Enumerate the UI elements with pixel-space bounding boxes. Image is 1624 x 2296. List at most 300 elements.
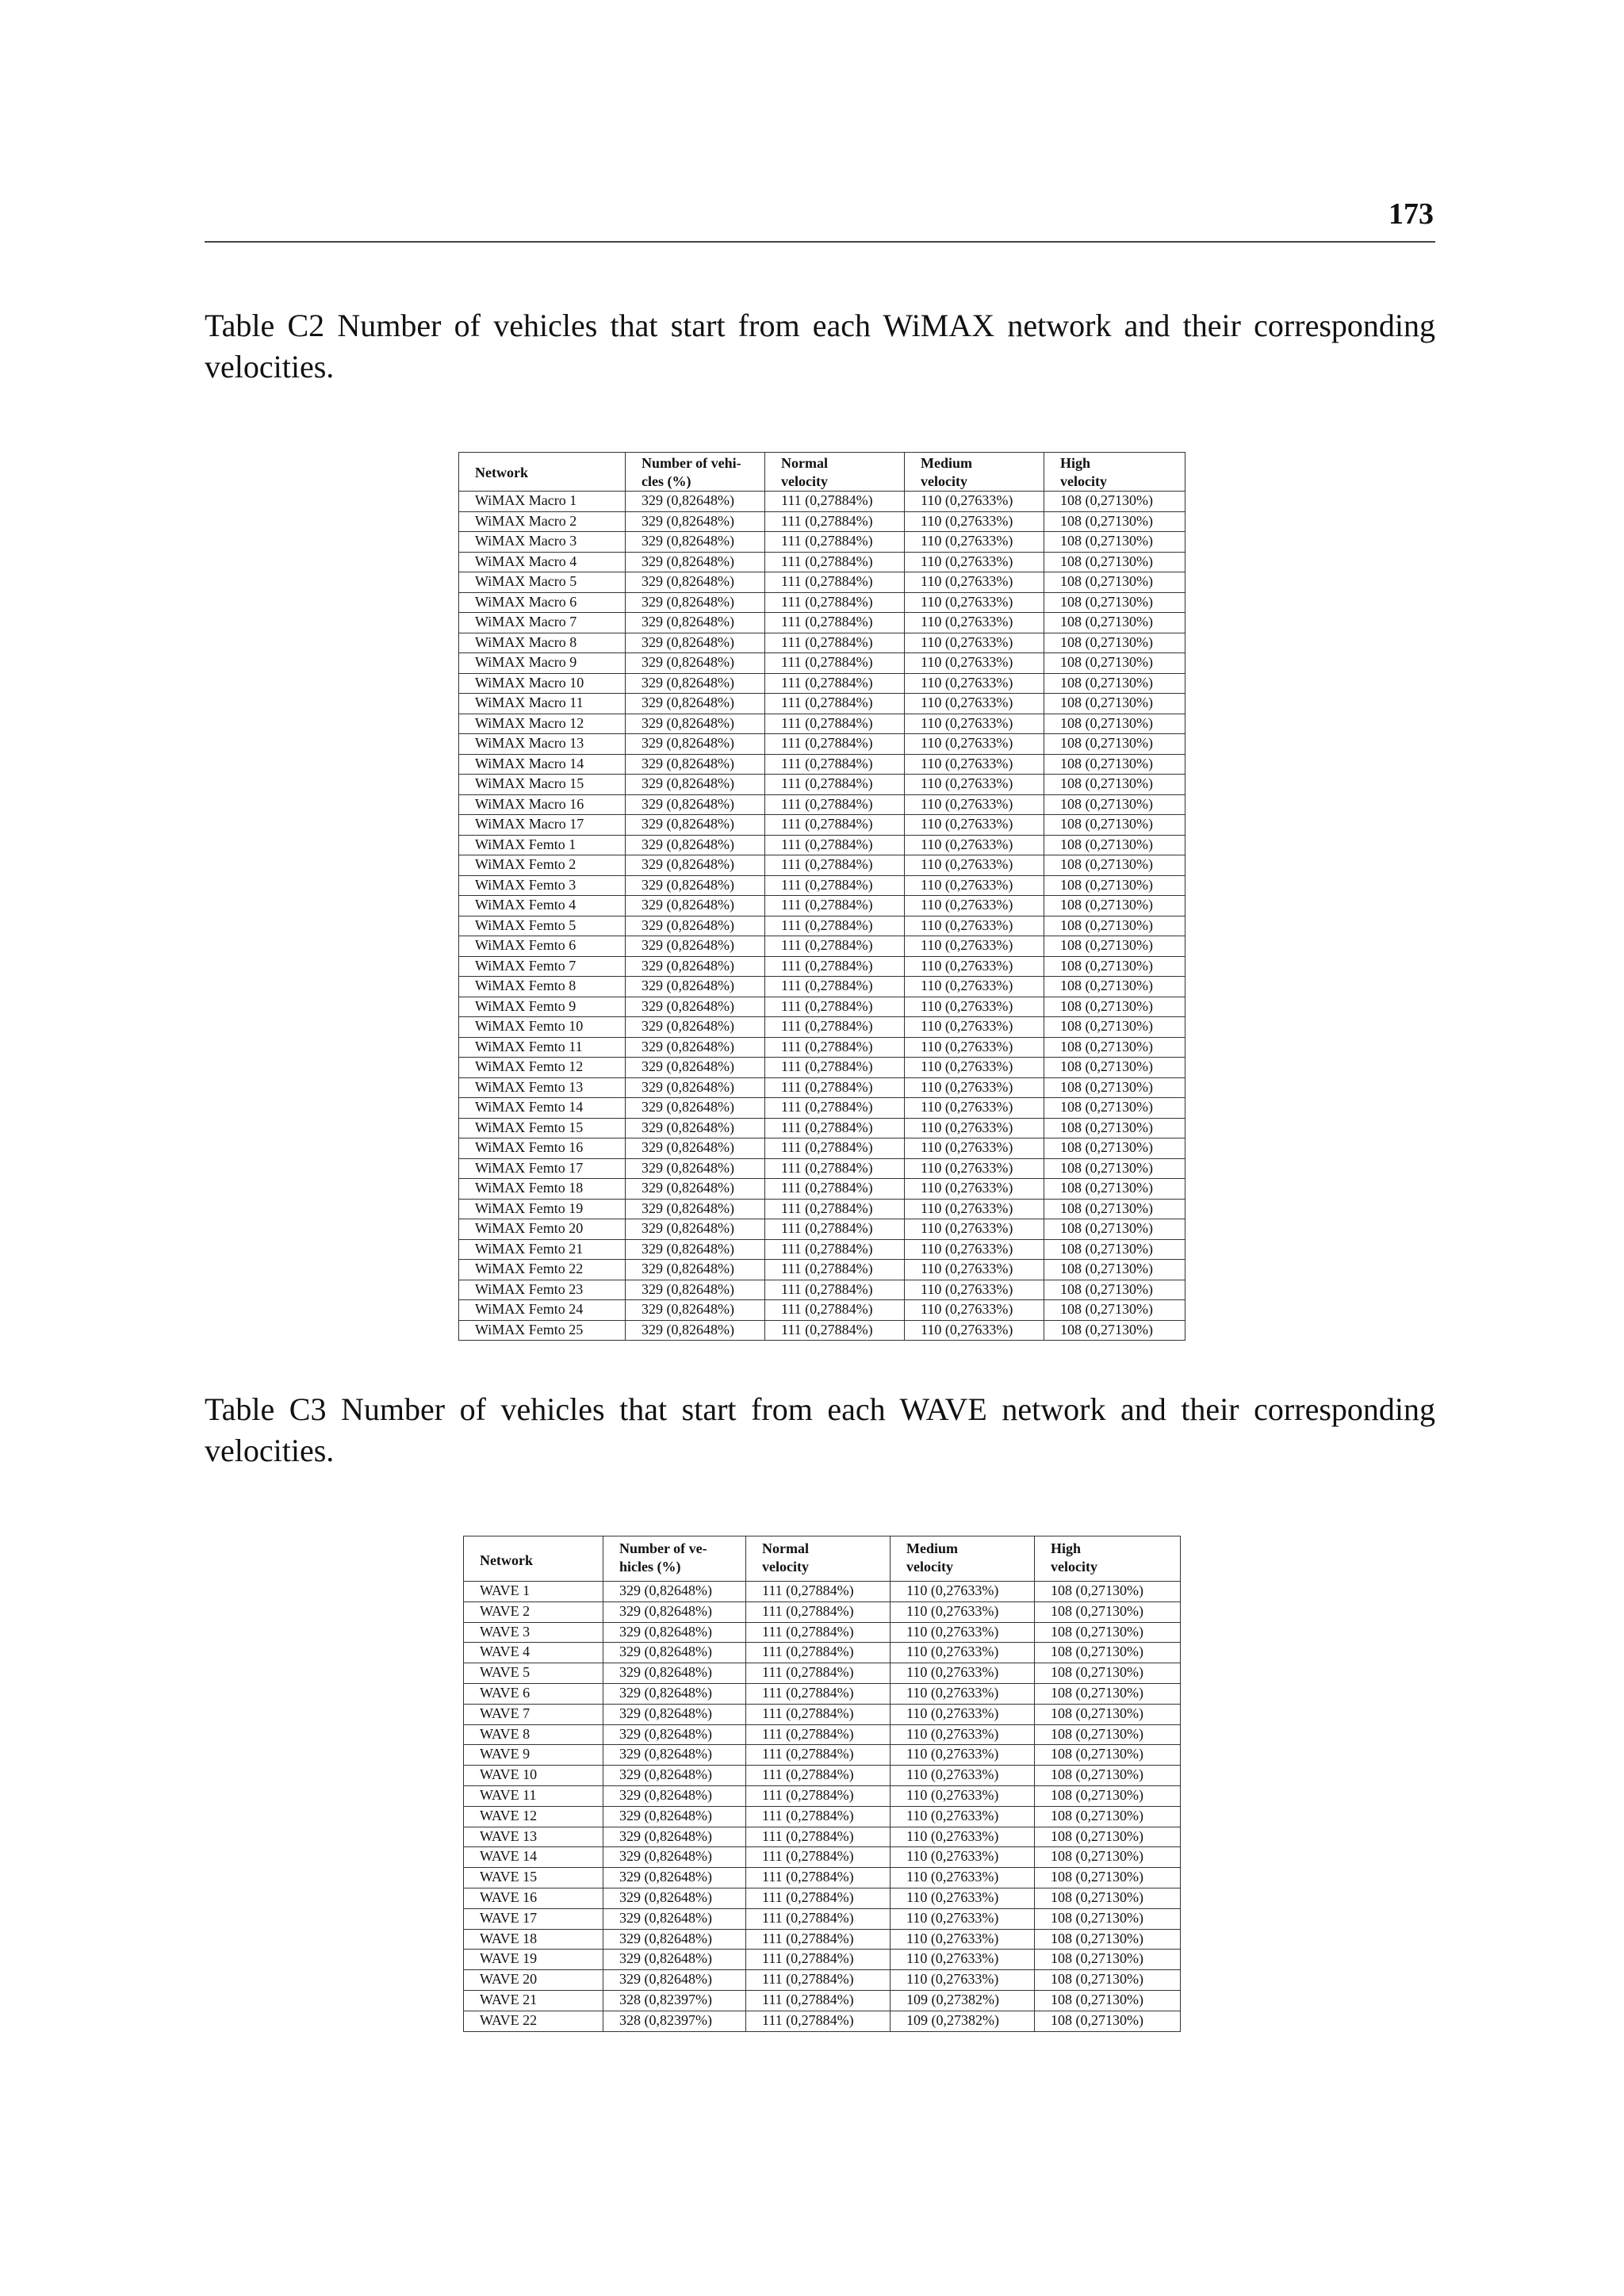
cell-medium-velocity: 110 (0,27633%) [891, 1601, 1035, 1622]
cell-medium-velocity: 110 (0,27633%) [891, 1868, 1035, 1888]
cell-high-velocity: 108 (0,27130%) [1044, 754, 1185, 775]
cell-normal-velocity: 111 (0,27884%) [765, 916, 905, 936]
cell-vehicles: 329 (0,82648%) [626, 1017, 765, 1038]
cell-normal-velocity: 111 (0,27884%) [746, 1908, 891, 1929]
cell-normal-velocity: 111 (0,27884%) [746, 1929, 891, 1950]
cell-network: WiMAX Femto 25 [459, 1320, 626, 1341]
table-row [464, 1643, 1181, 1663]
cell-network: WiMAX Macro 13 [459, 734, 626, 755]
table-row [464, 1601, 1181, 1622]
cell-high-velocity: 108 (0,27130%) [1044, 1239, 1185, 1260]
table-row [459, 1158, 1185, 1179]
cell-normal-velocity: 111 (0,27884%) [765, 633, 905, 653]
table-row [459, 775, 1185, 795]
cell-high-velocity: 108 (0,27130%) [1044, 1300, 1185, 1321]
cell-network: WAVE 17 [464, 1908, 603, 1929]
cell-network: WiMAX Femto 7 [459, 956, 626, 977]
cell-medium-velocity: 110 (0,27633%) [905, 916, 1044, 936]
cell-medium-velocity: 110 (0,27633%) [891, 1663, 1035, 1684]
cell-network: WiMAX Macro 1 [459, 492, 626, 512]
table-row [464, 1766, 1181, 1786]
cell-vehicles: 329 (0,82648%) [626, 633, 765, 653]
cell-network: WiMAX Femto 21 [459, 1239, 626, 1260]
cell-medium-velocity: 110 (0,27633%) [905, 1118, 1044, 1138]
cell-vehicles: 329 (0,82648%) [626, 916, 765, 936]
cell-normal-velocity: 111 (0,27884%) [765, 875, 905, 896]
cell-high-velocity: 108 (0,27130%) [1035, 1929, 1181, 1950]
header-normal-velocity: Normal velocity [746, 1536, 891, 1582]
cell-vehicles: 329 (0,82648%) [626, 855, 765, 876]
cell-vehicles: 329 (0,82648%) [626, 977, 765, 997]
cell-normal-velocity: 111 (0,27884%) [746, 1724, 891, 1745]
cell-medium-velocity: 110 (0,27633%) [905, 492, 1044, 512]
cell-normal-velocity: 111 (0,27884%) [765, 997, 905, 1017]
cell-medium-velocity: 110 (0,27633%) [891, 1847, 1035, 1868]
table-row [459, 1138, 1185, 1159]
table-row [459, 1058, 1185, 1078]
cell-network: WiMAX Macro 8 [459, 633, 626, 653]
table-row [459, 653, 1185, 674]
table-row [459, 1280, 1185, 1300]
table-row [464, 1785, 1181, 1806]
cell-high-velocity: 108 (0,27130%) [1035, 1785, 1181, 1806]
cell-medium-velocity: 110 (0,27633%) [891, 1785, 1035, 1806]
cell-network: WiMAX Femto 2 [459, 855, 626, 876]
cell-vehicles: 329 (0,82648%) [603, 1622, 746, 1643]
cell-network: WiMAX Macro 5 [459, 572, 626, 593]
cell-normal-velocity: 111 (0,27884%) [746, 1888, 891, 1908]
cell-normal-velocity: 111 (0,27884%) [765, 572, 905, 593]
cell-medium-velocity: 110 (0,27633%) [905, 977, 1044, 997]
cell-medium-velocity: 110 (0,27633%) [891, 1908, 1035, 1929]
cell-vehicles: 329 (0,82648%) [626, 1280, 765, 1300]
table-row [464, 1990, 1181, 2011]
cell-medium-velocity: 110 (0,27633%) [905, 896, 1044, 916]
cell-normal-velocity: 111 (0,27884%) [765, 1300, 905, 1321]
cell-medium-velocity: 110 (0,27633%) [891, 1622, 1035, 1643]
cell-vehicles: 329 (0,82648%) [626, 1058, 765, 1078]
table-c2 [458, 452, 1185, 1341]
cell-network: WAVE 12 [464, 1806, 603, 1827]
cell-vehicles: 329 (0,82648%) [603, 1766, 746, 1786]
cell-normal-velocity: 111 (0,27884%) [746, 1643, 891, 1663]
cell-normal-velocity: 111 (0,27884%) [765, 775, 905, 795]
table-row [459, 1118, 1185, 1138]
page-number: 173 [1388, 197, 1434, 231]
cell-vehicles: 329 (0,82648%) [603, 1724, 746, 1745]
cell-vehicles: 329 (0,82648%) [626, 775, 765, 795]
cell-medium-velocity: 110 (0,27633%) [891, 1888, 1035, 1908]
cell-vehicles: 329 (0,82648%) [626, 1260, 765, 1280]
cell-network: WiMAX Macro 12 [459, 714, 626, 734]
cell-medium-velocity: 110 (0,27633%) [891, 1643, 1035, 1663]
table-row [459, 794, 1185, 815]
cell-medium-velocity: 110 (0,27633%) [891, 1806, 1035, 1827]
cell-vehicles: 329 (0,82648%) [626, 592, 765, 613]
table-row [459, 835, 1185, 855]
cell-network: WiMAX Femto 13 [459, 1077, 626, 1098]
cell-network: WiMAX Femto 11 [459, 1037, 626, 1058]
cell-medium-velocity: 110 (0,27633%) [891, 1766, 1035, 1786]
cell-vehicles: 329 (0,82648%) [626, 532, 765, 553]
cell-high-velocity: 108 (0,27130%) [1044, 794, 1185, 815]
cell-network: WiMAX Femto 6 [459, 936, 626, 957]
table-row [459, 714, 1185, 734]
cell-normal-velocity: 111 (0,27884%) [746, 1766, 891, 1786]
cell-high-velocity: 108 (0,27130%) [1044, 1199, 1185, 1219]
table-row [459, 1017, 1185, 1038]
cell-high-velocity: 108 (0,27130%) [1044, 511, 1185, 532]
cell-medium-velocity: 110 (0,27633%) [905, 613, 1044, 633]
cell-normal-velocity: 111 (0,27884%) [765, 1077, 905, 1098]
cell-medium-velocity: 110 (0,27633%) [905, 572, 1044, 593]
cell-high-velocity: 108 (0,27130%) [1035, 1582, 1181, 1602]
cell-medium-velocity: 110 (0,27633%) [905, 714, 1044, 734]
cell-medium-velocity: 110 (0,27633%) [905, 592, 1044, 613]
cell-network: WAVE 22 [464, 2011, 603, 2031]
cell-network: WiMAX Macro 11 [459, 694, 626, 714]
cell-high-velocity: 108 (0,27130%) [1044, 1179, 1185, 1200]
cell-vehicles: 329 (0,82648%) [603, 1663, 746, 1684]
cell-vehicles: 329 (0,82648%) [603, 1582, 746, 1602]
cell-normal-velocity: 111 (0,27884%) [765, 815, 905, 836]
table-header-row [459, 453, 1185, 492]
cell-network: WiMAX Macro 9 [459, 653, 626, 674]
cell-vehicles: 329 (0,82648%) [626, 1300, 765, 1321]
cell-high-velocity: 108 (0,27130%) [1044, 1077, 1185, 1098]
cell-vehicles: 329 (0,82648%) [626, 936, 765, 957]
cell-medium-velocity: 110 (0,27633%) [905, 794, 1044, 815]
cell-normal-velocity: 111 (0,27884%) [765, 977, 905, 997]
cell-network: WiMAX Femto 12 [459, 1058, 626, 1078]
cell-network: WAVE 6 [464, 1683, 603, 1704]
cell-high-velocity: 108 (0,27130%) [1044, 714, 1185, 734]
cell-normal-velocity: 111 (0,27884%) [765, 794, 905, 815]
cell-medium-velocity: 110 (0,27633%) [891, 1683, 1035, 1704]
cell-normal-velocity: 111 (0,27884%) [765, 1118, 905, 1138]
cell-high-velocity: 108 (0,27130%) [1044, 997, 1185, 1017]
cell-high-velocity: 108 (0,27130%) [1044, 1219, 1185, 1240]
cell-high-velocity: 108 (0,27130%) [1035, 1868, 1181, 1888]
cell-vehicles: 329 (0,82648%) [603, 1683, 746, 1704]
cell-vehicles: 329 (0,82648%) [626, 1077, 765, 1098]
cell-normal-velocity: 111 (0,27884%) [765, 754, 905, 775]
cell-high-velocity: 108 (0,27130%) [1044, 613, 1185, 633]
cell-normal-velocity: 111 (0,27884%) [746, 1663, 891, 1684]
cell-medium-velocity: 110 (0,27633%) [905, 1239, 1044, 1260]
cell-network: WAVE 20 [464, 1970, 603, 1991]
cell-vehicles: 329 (0,82648%) [626, 1037, 765, 1058]
cell-network: WiMAX Femto 5 [459, 916, 626, 936]
table-row [464, 1929, 1181, 1950]
cell-normal-velocity: 111 (0,27884%) [765, 694, 905, 714]
header-rule [205, 241, 1435, 243]
cell-medium-velocity: 110 (0,27633%) [905, 1300, 1044, 1321]
cell-normal-velocity: 111 (0,27884%) [765, 613, 905, 633]
cell-medium-velocity: 110 (0,27633%) [891, 1827, 1035, 1847]
cell-vehicles: 328 (0,82397%) [603, 2011, 746, 2031]
table-row [459, 1300, 1185, 1321]
cell-normal-velocity: 111 (0,27884%) [746, 1827, 891, 1847]
cell-normal-velocity: 111 (0,27884%) [765, 714, 905, 734]
header-medium-velocity: Medium velocity [891, 1536, 1035, 1582]
table-row [459, 1219, 1185, 1240]
cell-high-velocity: 108 (0,27130%) [1035, 2011, 1181, 2031]
cell-medium-velocity: 110 (0,27633%) [905, 997, 1044, 1017]
cell-high-velocity: 108 (0,27130%) [1044, 977, 1185, 997]
cell-normal-velocity: 111 (0,27884%) [765, 936, 905, 957]
cell-vehicles: 329 (0,82648%) [603, 1888, 746, 1908]
cell-vehicles: 329 (0,82648%) [603, 1704, 746, 1724]
cell-high-velocity: 108 (0,27130%) [1035, 1827, 1181, 1847]
cell-network: WiMAX Femto 15 [459, 1118, 626, 1138]
cell-normal-velocity: 111 (0,27884%) [746, 1868, 891, 1888]
cell-normal-velocity: 111 (0,27884%) [765, 1320, 905, 1341]
cell-medium-velocity: 110 (0,27633%) [905, 653, 1044, 674]
header-medium-velocity: Medium velocity [905, 453, 1044, 492]
header-high-velocity: High velocity [1044, 453, 1185, 492]
cell-normal-velocity: 111 (0,27884%) [765, 855, 905, 876]
cell-high-velocity: 108 (0,27130%) [1044, 916, 1185, 936]
cell-network: WiMAX Femto 24 [459, 1300, 626, 1321]
header-vehicles: Number of vehi- cles (%) [626, 453, 765, 492]
table-c2-caption: Table C2 Number of vehicles that start from each WiMAX network and their corresponding velocities. [205, 308, 1435, 385]
cell-network: WiMAX Macro 17 [459, 815, 626, 836]
cell-high-velocity: 108 (0,27130%) [1044, 1158, 1185, 1179]
cell-network: WAVE 7 [464, 1704, 603, 1724]
cell-normal-velocity: 111 (0,27884%) [765, 1037, 905, 1058]
table-row [464, 1970, 1181, 1991]
cell-high-velocity: 108 (0,27130%) [1044, 775, 1185, 795]
table-row [459, 592, 1185, 613]
table-row [459, 552, 1185, 572]
cell-medium-velocity: 110 (0,27633%) [905, 1138, 1044, 1159]
table-row [464, 1908, 1181, 1929]
cell-normal-velocity: 111 (0,27884%) [765, 1098, 905, 1119]
cell-medium-velocity: 110 (0,27633%) [905, 552, 1044, 572]
cell-high-velocity: 108 (0,27130%) [1044, 1280, 1185, 1300]
table-row [459, 916, 1185, 936]
table-row [459, 511, 1185, 532]
header-vehicles: Number of ve- hicles (%) [603, 1536, 746, 1582]
cell-high-velocity: 108 (0,27130%) [1044, 936, 1185, 957]
table-row [459, 1077, 1185, 1098]
cell-high-velocity: 108 (0,27130%) [1044, 552, 1185, 572]
table-row [464, 1724, 1181, 1745]
table-row [464, 1582, 1181, 1602]
cell-vehicles: 329 (0,82648%) [603, 1950, 746, 1970]
cell-medium-velocity: 110 (0,27633%) [905, 1098, 1044, 1119]
cell-normal-velocity: 111 (0,27884%) [746, 1622, 891, 1643]
cell-high-velocity: 108 (0,27130%) [1044, 956, 1185, 977]
cell-network: WiMAX Macro 2 [459, 511, 626, 532]
cell-high-velocity: 108 (0,27130%) [1044, 1037, 1185, 1058]
cell-normal-velocity: 111 (0,27884%) [746, 1683, 891, 1704]
cell-high-velocity: 108 (0,27130%) [1044, 673, 1185, 694]
cell-network: WiMAX Femto 9 [459, 997, 626, 1017]
cell-vehicles: 329 (0,82648%) [626, 613, 765, 633]
table-row [459, 1260, 1185, 1280]
cell-medium-velocity: 110 (0,27633%) [891, 1724, 1035, 1745]
cell-high-velocity: 108 (0,27130%) [1044, 1098, 1185, 1119]
cell-normal-velocity: 111 (0,27884%) [746, 1745, 891, 1766]
table-row [459, 694, 1185, 714]
cell-normal-velocity: 111 (0,27884%) [765, 1219, 905, 1240]
cell-network: WiMAX Femto 22 [459, 1260, 626, 1280]
cell-high-velocity: 108 (0,27130%) [1044, 592, 1185, 613]
table-row [459, 1037, 1185, 1058]
cell-high-velocity: 108 (0,27130%) [1044, 694, 1185, 714]
table-row [464, 1950, 1181, 1970]
table-row [459, 1239, 1185, 1260]
cell-normal-velocity: 111 (0,27884%) [765, 835, 905, 855]
cell-vehicles: 329 (0,82648%) [626, 1320, 765, 1341]
cell-vehicles: 329 (0,82648%) [603, 1745, 746, 1766]
cell-vehicles: 329 (0,82648%) [626, 1239, 765, 1260]
cell-network: WAVE 16 [464, 1888, 603, 1908]
table-row [464, 1847, 1181, 1868]
header-normal-velocity: Normal velocity [765, 453, 905, 492]
cell-high-velocity: 108 (0,27130%) [1044, 492, 1185, 512]
cell-medium-velocity: 110 (0,27633%) [905, 815, 1044, 836]
table-row [464, 1888, 1181, 1908]
cell-network: WAVE 19 [464, 1950, 603, 1970]
cell-medium-velocity: 110 (0,27633%) [905, 1179, 1044, 1200]
cell-network: WiMAX Macro 15 [459, 775, 626, 795]
cell-vehicles: 329 (0,82648%) [603, 1827, 746, 1847]
cell-vehicles: 329 (0,82648%) [603, 1970, 746, 1991]
cell-vehicles: 328 (0,82397%) [603, 1990, 746, 2011]
cell-medium-velocity: 110 (0,27633%) [905, 1260, 1044, 1280]
cell-normal-velocity: 111 (0,27884%) [746, 1806, 891, 1827]
table-row [459, 815, 1185, 836]
cell-high-velocity: 108 (0,27130%) [1035, 1990, 1181, 2011]
table-row [459, 673, 1185, 694]
cell-high-velocity: 108 (0,27130%) [1035, 1663, 1181, 1684]
cell-high-velocity: 108 (0,27130%) [1035, 1806, 1181, 1827]
cell-medium-velocity: 110 (0,27633%) [891, 1929, 1035, 1950]
cell-vehicles: 329 (0,82648%) [603, 1785, 746, 1806]
cell-normal-velocity: 111 (0,27884%) [765, 552, 905, 572]
cell-normal-velocity: 111 (0,27884%) [765, 956, 905, 977]
cell-vehicles: 329 (0,82648%) [626, 794, 765, 815]
cell-medium-velocity: 110 (0,27633%) [905, 1037, 1044, 1058]
cell-network: WAVE 9 [464, 1745, 603, 1766]
cell-network: WiMAX Femto 4 [459, 896, 626, 916]
cell-normal-velocity: 111 (0,27884%) [765, 1199, 905, 1219]
cell-vehicles: 329 (0,82648%) [626, 835, 765, 855]
table-row [459, 613, 1185, 633]
cell-high-velocity: 108 (0,27130%) [1035, 1601, 1181, 1622]
cell-high-velocity: 108 (0,27130%) [1035, 1888, 1181, 1908]
cell-medium-velocity: 110 (0,27633%) [905, 694, 1044, 714]
table-row [464, 1704, 1181, 1724]
cell-network: WAVE 11 [464, 1785, 603, 1806]
table-row [464, 1745, 1181, 1766]
cell-medium-velocity: 110 (0,27633%) [905, 532, 1044, 553]
cell-vehicles: 329 (0,82648%) [626, 653, 765, 674]
cell-vehicles: 329 (0,82648%) [626, 734, 765, 755]
cell-network: WiMAX Femto 23 [459, 1280, 626, 1300]
header-network: Network [464, 1536, 603, 1582]
cell-vehicles: 329 (0,82648%) [626, 492, 765, 512]
table-row [459, 734, 1185, 755]
cell-normal-velocity: 111 (0,27884%) [765, 492, 905, 512]
cell-network: WAVE 21 [464, 1990, 603, 2011]
cell-vehicles: 329 (0,82648%) [626, 956, 765, 977]
cell-medium-velocity: 110 (0,27633%) [905, 1058, 1044, 1078]
cell-normal-velocity: 111 (0,27884%) [765, 1138, 905, 1159]
cell-normal-velocity: 111 (0,27884%) [765, 1280, 905, 1300]
cell-medium-velocity: 110 (0,27633%) [905, 633, 1044, 653]
cell-network: WAVE 10 [464, 1766, 603, 1786]
header-network: Network [459, 453, 626, 492]
cell-network: WAVE 5 [464, 1663, 603, 1684]
cell-normal-velocity: 111 (0,27884%) [746, 1601, 891, 1622]
cell-network: WAVE 1 [464, 1582, 603, 1602]
table-c3-caption: Table C3 Number of vehicles that start from each WAVE network and their corresponding velocities. [205, 1391, 1435, 1468]
cell-medium-velocity: 110 (0,27633%) [891, 1970, 1035, 1991]
cell-medium-velocity: 109 (0,27382%) [891, 1990, 1035, 2011]
cell-network: WiMAX Macro 4 [459, 552, 626, 572]
cell-high-velocity: 108 (0,27130%) [1044, 1320, 1185, 1341]
cell-network: WiMAX Femto 8 [459, 977, 626, 997]
table-row [464, 2011, 1181, 2031]
cell-normal-velocity: 111 (0,27884%) [765, 1058, 905, 1078]
table-row [464, 1827, 1181, 1847]
cell-high-velocity: 108 (0,27130%) [1044, 1058, 1185, 1078]
cell-network: WAVE 4 [464, 1643, 603, 1663]
cell-medium-velocity: 110 (0,27633%) [905, 875, 1044, 896]
cell-vehicles: 329 (0,82648%) [603, 1908, 746, 1929]
cell-network: WiMAX Macro 6 [459, 592, 626, 613]
cell-medium-velocity: 110 (0,27633%) [905, 673, 1044, 694]
table-row [459, 754, 1185, 775]
cell-medium-velocity: 110 (0,27633%) [905, 754, 1044, 775]
table-row [459, 1199, 1185, 1219]
table-row [459, 572, 1185, 593]
table-row [459, 633, 1185, 653]
cell-vehicles: 329 (0,82648%) [603, 1868, 746, 1888]
cell-network: WiMAX Macro 14 [459, 754, 626, 775]
cell-normal-velocity: 111 (0,27884%) [746, 1847, 891, 1868]
table-row [459, 977, 1185, 997]
cell-vehicles: 329 (0,82648%) [626, 694, 765, 714]
cell-medium-velocity: 110 (0,27633%) [905, 1320, 1044, 1341]
cell-normal-velocity: 111 (0,27884%) [746, 1990, 891, 2011]
cell-network: WAVE 3 [464, 1622, 603, 1643]
cell-vehicles: 329 (0,82648%) [626, 875, 765, 896]
cell-vehicles: 329 (0,82648%) [626, 552, 765, 572]
header-high-velocity: High velocity [1035, 1536, 1181, 1582]
cell-normal-velocity: 111 (0,27884%) [746, 2011, 891, 2031]
cell-high-velocity: 108 (0,27130%) [1044, 815, 1185, 836]
cell-network: WiMAX Femto 10 [459, 1017, 626, 1038]
cell-high-velocity: 108 (0,27130%) [1044, 633, 1185, 653]
cell-network: WiMAX Femto 3 [459, 875, 626, 896]
cell-medium-velocity: 110 (0,27633%) [905, 1158, 1044, 1179]
table-row [464, 1663, 1181, 1684]
cell-medium-velocity: 110 (0,27633%) [905, 1199, 1044, 1219]
cell-high-velocity: 108 (0,27130%) [1044, 1138, 1185, 1159]
cell-vehicles: 329 (0,82648%) [626, 1179, 765, 1200]
cell-high-velocity: 108 (0,27130%) [1044, 835, 1185, 855]
cell-high-velocity: 108 (0,27130%) [1044, 875, 1185, 896]
cell-high-velocity: 108 (0,27130%) [1044, 1260, 1185, 1280]
cell-vehicles: 329 (0,82648%) [626, 997, 765, 1017]
cell-normal-velocity: 111 (0,27884%) [765, 673, 905, 694]
cell-vehicles: 329 (0,82648%) [626, 754, 765, 775]
